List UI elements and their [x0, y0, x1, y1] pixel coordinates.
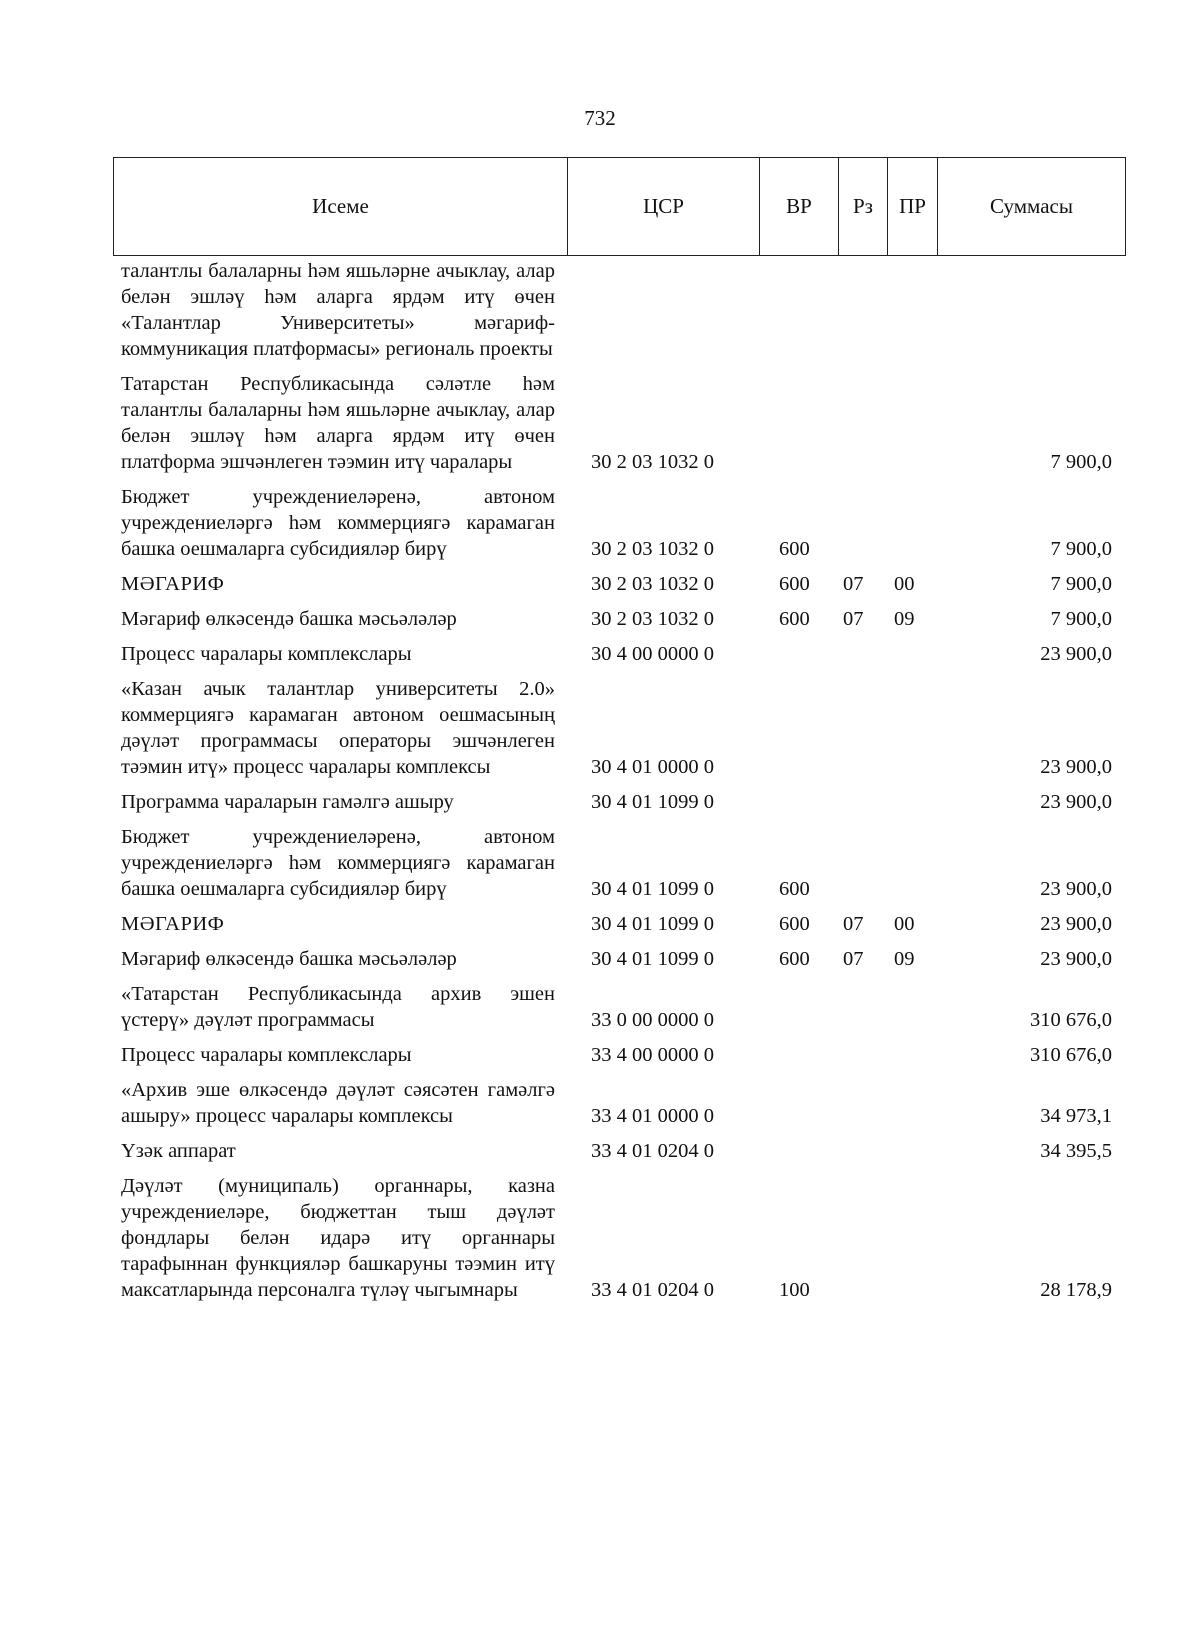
row-name: талантлы балаларны һәм яшьләрне ачыклау, алар белән эшләү һәм аларга ярдәм итү өчен «Талантлар Университеты» мәгариф-коммуникация платформасы» региональ проекты [121, 260, 555, 360]
row-csr: 30 2 03 1032 0 [591, 573, 714, 595]
row-name: Процесс чаралары комплекслары [121, 1044, 412, 1066]
row-sum: 28 178,9 [1040, 1279, 1112, 1301]
row-name: «Татарстан Республикасында архив эшен үстерү» дәүләт программасы [121, 983, 555, 1031]
table-row [0, 1077, 1200, 1129]
row-csr: 33 4 00 0000 0 [591, 1044, 714, 1066]
row-name: Процесс чаралары комплекслары [121, 643, 412, 665]
row-csr: 30 4 00 0000 0 [591, 643, 714, 665]
budget-table-body [0, 258, 1200, 1312]
header-name-column: Исеме [114, 158, 568, 255]
table-row [0, 606, 1200, 632]
row-pr: 09 [894, 948, 915, 970]
row-csr: 30 2 03 1032 0 [591, 608, 714, 630]
row-vr: 600 [779, 948, 810, 970]
row-sum: 310 676,0 [1030, 1009, 1112, 1031]
table-row [0, 1138, 1200, 1164]
row-sum: 23 900,0 [1040, 948, 1112, 970]
row-vr: 600 [779, 608, 810, 630]
row-pr: 09 [894, 608, 915, 630]
row-csr: 30 4 01 1099 0 [591, 913, 714, 935]
row-csr: 33 0 00 0000 0 [591, 1009, 714, 1031]
table-header [113, 157, 1126, 256]
row-sum: 23 900,0 [1040, 913, 1112, 935]
row-rz: 07 [843, 948, 864, 970]
row-csr: 33 4 01 0000 0 [591, 1105, 714, 1127]
row-name: Бюджет учреждениеләренә, автоном учреждениеләргә һәм коммерциягә карамаган башка оешмаларга субсидияләр бирү [121, 486, 555, 560]
row-csr: 30 4 01 0000 0 [591, 756, 714, 778]
table-row [0, 789, 1200, 815]
row-sum: 34 395,5 [1040, 1140, 1112, 1162]
row-name: Дәүләт (муниципаль) органнары, казна учреждениеләре, бюджеттан тыш дәүләт фондлары белән идарә итү органнары тарафыннан функцияләр башкаруны тәэмин итү максатларында персоналга түләү чыгымнары [121, 1175, 555, 1301]
row-vr: 600 [779, 878, 810, 900]
header-vr-column: ВР [760, 158, 839, 255]
row-name: МӘГАРИФ [121, 573, 225, 595]
row-csr: 33 4 01 0204 0 [591, 1279, 714, 1301]
row-csr: 30 4 01 1099 0 [591, 878, 714, 900]
table-row [0, 258, 1200, 362]
row-csr: 30 4 01 1099 0 [591, 791, 714, 813]
row-name: Бюджет учреждениеләренә, автоном учреждениеләргә һәм коммерциягә карамаган башка оешмаларга субсидияләр бирү [121, 826, 555, 900]
page-number: 732 [584, 106, 616, 130]
row-name: МӘГАРИФ [121, 913, 225, 935]
table-row [0, 371, 1200, 475]
row-vr: 600 [779, 573, 810, 595]
row-sum: 310 676,0 [1030, 1044, 1112, 1066]
table-row [0, 676, 1200, 780]
row-sum: 23 900,0 [1040, 878, 1112, 900]
row-rz: 07 [843, 573, 864, 595]
row-name: «Архив эше өлкәсендә дәүләт сәясәтен гамәлгә ашыру» процесс чаралары комплексы [121, 1079, 555, 1127]
header-rz-column: Рз [839, 158, 888, 255]
row-vr: 600 [779, 913, 810, 935]
table-row [0, 824, 1200, 902]
row-rz: 07 [843, 608, 864, 630]
header-csr-column: ЦСР [568, 158, 760, 255]
row-sum: 7 900,0 [1050, 573, 1112, 595]
row-name: Татарстан Республикасында сәләтле һәм талантлы балаларны һәм яшьләрне ачыклау, алар белән эшләү һәм аларга ярдәм итү өчен платформа эшчәнлеген тәэмин итү чаралары [121, 373, 555, 473]
row-sum: 23 900,0 [1040, 756, 1112, 778]
row-name: Программа чараларын гамәлгә ашыру [121, 791, 454, 813]
table-row [0, 484, 1200, 562]
table-row [0, 946, 1200, 972]
row-pr: 00 [894, 913, 915, 935]
table-row [0, 1173, 1200, 1303]
row-rz: 07 [843, 913, 864, 935]
header-sum-column: Суммасы [990, 194, 1073, 218]
row-sum: 34 973,1 [1040, 1105, 1112, 1127]
table-row [0, 1042, 1200, 1068]
row-pr: 00 [894, 573, 915, 595]
row-name: Үзәк аппарат [121, 1140, 236, 1162]
row-sum: 7 900,0 [1050, 608, 1112, 630]
table-row [0, 641, 1200, 667]
row-name: Мәгариф өлкәсендә башка мәсьәләләр [121, 608, 457, 630]
row-vr: 600 [779, 538, 810, 560]
header-pr-column: ПР [888, 158, 938, 255]
row-csr: 33 4 01 0204 0 [591, 1140, 714, 1162]
row-vr: 100 [779, 1279, 810, 1301]
row-csr: 30 2 03 1032 0 [591, 538, 714, 560]
row-sum: 7 900,0 [1050, 538, 1112, 560]
row-name: «Казан ачык талантлар университеты 2.0» коммерциягә карамаган автоном оешмасының дәүләт программасы операторы эшчәнлеген тәэмин итү» процесс чаралары комплексы [121, 678, 555, 778]
row-name: Мәгариф өлкәсендә башка мәсьәләләр [121, 948, 457, 970]
row-csr: 30 2 03 1032 0 [591, 451, 714, 473]
row-sum: 23 900,0 [1040, 791, 1112, 813]
row-csr: 30 4 01 1099 0 [591, 948, 714, 970]
row-sum: 23 900,0 [1040, 643, 1112, 665]
table-row [0, 911, 1200, 937]
row-sum: 7 900,0 [1050, 451, 1112, 473]
table-row [0, 571, 1200, 597]
table-row [0, 981, 1200, 1033]
